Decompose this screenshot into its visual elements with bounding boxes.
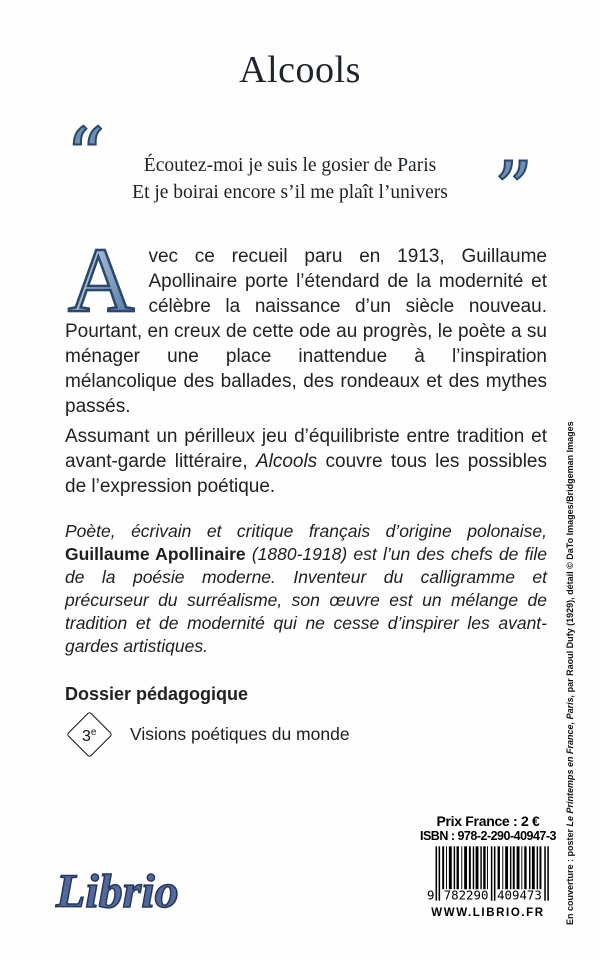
synopsis-paragraph-2 <box>65 424 547 499</box>
synopsis-paragraph-1-text: vec ce recueil paru en 1913, Guillaume Apollinaire porte l’étendard de la modernité et célèbre la naissance d’un siècle nouveau. Pourtant, en creux de cette ode au progrès, le poète a su ménager une place inattendue à l’inspiration mélancolique des ballades, des rondeaux et des mythes passés. <box>65 246 547 417</box>
diamond-icon <box>66 711 113 758</box>
open-quote-icon: “ <box>66 111 105 200</box>
author-bio-before: Poète, écrivain et critique français d’origine polonaise, <box>65 521 547 541</box>
pedagogy-heading: Dossier pédagogique <box>65 684 249 704</box>
book-title: Alcools <box>239 49 361 91</box>
isbn-label: ISBN : 978-2-290-40947-3 <box>420 829 556 843</box>
cover-art-credit <box>565 421 575 925</box>
barcode-digits-group1: 782290 <box>443 887 489 902</box>
grade-label <box>82 719 96 748</box>
pedagogy-theme: Visions poétiques du monde <box>130 723 350 744</box>
drop-cap: A <box>65 244 148 316</box>
credit-prefix: En couverture : poster <box>565 826 575 925</box>
grade-number: 3 <box>81 727 91 745</box>
credit-suffix: par Raoul Dufy (1929), détail © DaTo Images/Bridgeman Images <box>565 421 575 695</box>
author-name: Guillaume Apollinaire <box>65 544 246 564</box>
author-bio-after: (1880-1918) est l’un des chefs de file de la poésie moderne. Inventeur du calligramme et précurseur du surréalisme, son œuvre est un mélange de tradition et de modernité qui ne cesse d’inspirer les avant-gardes artistiques. <box>65 544 548 656</box>
grade-badge <box>65 710 113 758</box>
grade-suffix: e <box>90 726 97 738</box>
quote-line-1: Écoutez-moi je suis le gosier de Paris <box>143 155 437 176</box>
barcode-digit-lead: 9 <box>426 887 435 902</box>
author-bio-paragraph <box>65 520 547 658</box>
synopsis-p2-before: Assumant un périlleux jeu d’équilibriste entre tradition et avant-garde littéraire, <box>65 426 547 472</box>
close-quote-icon: ” <box>494 145 533 234</box>
epigraph-quote <box>65 152 515 206</box>
quote-line-2: Et je boirai encore s’il me plaît l’univers <box>132 182 448 203</box>
publisher-website: WWW.LIBRIO.FR <box>431 907 545 919</box>
barcode-block <box>420 814 556 919</box>
synopsis-p2-after: couvre tous les possibles de l’expression poétique. <box>65 451 547 497</box>
grade-badge-row <box>65 710 547 758</box>
synopsis-section <box>65 229 548 758</box>
ean-barcode <box>426 845 550 902</box>
price-label: Prix France : 2 € <box>436 813 540 829</box>
barcode-digits-group2: 409473 <box>497 887 542 902</box>
synopsis-p2-book-title: Alcools <box>255 451 318 472</box>
credit-artwork-title: Le Printemps en France, Paris, <box>565 694 575 827</box>
synopsis-paragraph-1 <box>65 229 547 419</box>
publisher-logo: Librio <box>56 865 179 918</box>
